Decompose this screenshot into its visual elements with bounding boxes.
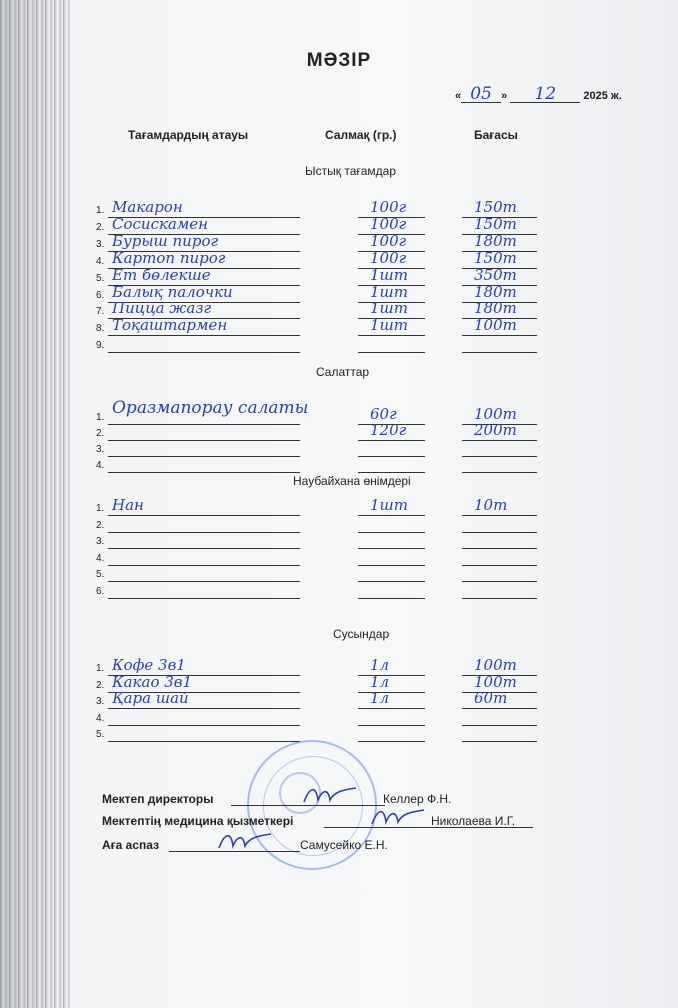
- blank-line-price: [462, 458, 537, 473]
- handwritten-name: Балық палочки: [112, 282, 233, 301]
- blank-line-name: [108, 711, 300, 726]
- handwritten-price: 100т: [474, 316, 517, 335]
- blank-line-weight: [358, 661, 425, 676]
- row-number: 4.: [96, 712, 105, 724]
- menu-row: [0, 549, 678, 565]
- row-number: 8.: [96, 323, 105, 335]
- row-number: 1.: [96, 205, 105, 216]
- handwritten-weight: 1шт: [370, 496, 408, 514]
- handwritten-price: 100т: [474, 405, 517, 423]
- row-number: 7.: [96, 306, 105, 318]
- blank-line-weight: [358, 678, 425, 693]
- blank-line-price: [462, 711, 537, 726]
- date-row: [455, 86, 622, 103]
- row-number: 2.: [96, 679, 105, 691]
- row-number: 2.: [96, 519, 105, 531]
- column-header-name: Тағамдардың атауы: [128, 128, 249, 142]
- row-number: 3.: [96, 444, 105, 455]
- blank-line-price: [462, 584, 537, 599]
- row-number: 1.: [96, 412, 105, 423]
- handwritten-price: 150т: [474, 214, 517, 233]
- handwritten-name: Какао 3в1: [112, 672, 193, 691]
- handwritten-weight: 60г: [370, 405, 397, 423]
- handwritten-name: Ет бөлекше: [112, 265, 211, 284]
- row-number: 5.: [96, 569, 105, 580]
- handwritten-price: 180т: [474, 282, 517, 301]
- blank-line-price: [462, 727, 537, 742]
- menu-row: [0, 231, 678, 251]
- row-number: 5.: [96, 729, 105, 740]
- handwritten-weight: 100г: [370, 198, 407, 216]
- handwritten-signature: [300, 782, 360, 808]
- menu-row: [0, 299, 678, 318]
- handwritten-weight: 100г: [370, 231, 407, 250]
- section-title: Ыстық тағамдар: [305, 164, 397, 178]
- section-title: Наубайхана өнімдері: [293, 474, 411, 488]
- row-number: 4.: [96, 255, 105, 267]
- handwritten-price: 150т: [474, 198, 517, 216]
- handwritten-name: Сосискамен: [112, 214, 209, 233]
- blank-line-weight: [358, 518, 425, 533]
- blank-line-weight: [358, 694, 425, 709]
- handwritten-weight: 1л: [370, 689, 390, 707]
- row-number: 6.: [96, 585, 105, 597]
- menu-row: [0, 316, 678, 335]
- signature-role: Аға аспаз: [102, 838, 160, 852]
- blank-line-name: [108, 518, 300, 533]
- handwritten-name: Пицца жазг: [112, 299, 212, 318]
- handwritten-weight: 1л: [370, 656, 390, 674]
- signature-name: Самусейко Е.Н.: [300, 838, 388, 852]
- menu-row: [0, 689, 678, 708]
- row-number: 2.: [96, 428, 105, 439]
- handwritten-price: 150т: [474, 248, 517, 267]
- menu-row: [0, 282, 678, 302]
- handwritten-weight: 1л: [370, 672, 390, 691]
- row-number: 1.: [96, 503, 105, 514]
- blank-line-name: [108, 584, 300, 599]
- handwritten-weight: 100г: [370, 248, 407, 267]
- handwritten-name: Тоқаштармен: [112, 316, 228, 335]
- row-number: 1.: [96, 663, 105, 674]
- handwritten-name: Картоп пирог: [112, 248, 226, 267]
- handwritten-signature: [215, 828, 275, 854]
- handwritten-name: Макарон: [112, 198, 183, 216]
- handwritten-price: 350т: [474, 265, 517, 284]
- row-number: 4.: [96, 552, 105, 564]
- menu-row: [0, 265, 678, 285]
- handwritten-price: 200т: [474, 421, 517, 439]
- handwritten-price: 100т: [474, 656, 517, 674]
- signature-role: Мектеп директоры: [102, 792, 214, 806]
- column-header-weight: Салмақ (гр.): [325, 128, 397, 142]
- signature-name: Келлер Ф.Н.: [383, 792, 452, 806]
- blank-line-weight: [358, 442, 425, 457]
- blank-line-weight: [358, 458, 425, 473]
- menu-row: [0, 456, 678, 472]
- row-number: 3.: [96, 536, 105, 547]
- menu-row: [0, 709, 678, 725]
- handwritten-weight: 1шт: [370, 316, 408, 335]
- handwritten-price: 100т: [474, 672, 517, 691]
- section-title: Сусындар: [333, 627, 390, 641]
- blank-line-weight: [358, 567, 425, 582]
- blank-line-price: [462, 518, 537, 533]
- menu-row: [0, 656, 678, 675]
- section-title: Салаттар: [316, 365, 370, 379]
- blank-line-name: [108, 534, 300, 549]
- column-header-price: Бағасы: [474, 128, 518, 142]
- menu-row: [0, 516, 678, 532]
- handwritten-name: Қара шай: [112, 689, 189, 707]
- blank-line-weight: [358, 534, 425, 549]
- menu-row: [0, 565, 678, 581]
- handwritten-price: 60т: [474, 689, 508, 707]
- handwritten-name: Бурыш пирог: [112, 231, 219, 250]
- date-quote-close: »: [501, 90, 508, 102]
- row-number: 6.: [96, 289, 105, 301]
- blank-line-weight: [358, 338, 425, 353]
- handwritten-price: 180т: [474, 299, 517, 318]
- menu-row: [0, 421, 678, 440]
- handwritten-weight: 1шт: [370, 282, 408, 301]
- blank-line-price: [462, 534, 537, 549]
- menu-row: [0, 496, 678, 515]
- signature-role: Мектептің медицина қызметкері: [102, 814, 294, 828]
- blank-line-name: [108, 458, 300, 473]
- handwritten-price: 180т: [474, 231, 517, 250]
- blank-line-weight: [358, 711, 425, 726]
- blank-line-name: [108, 338, 300, 353]
- blank-line-name: [108, 426, 300, 441]
- blank-line-name: [108, 567, 300, 582]
- menu-row: [0, 672, 678, 692]
- blank-line-price: [462, 567, 537, 582]
- menu-row: [0, 725, 678, 741]
- blank-line-price: [462, 442, 537, 457]
- date-quote-open: «: [455, 90, 462, 102]
- row-number: 5.: [96, 272, 105, 284]
- date-year: 2025 ж.: [583, 90, 622, 102]
- menu-row: [0, 214, 678, 234]
- blank-line-price: [462, 338, 537, 353]
- blank-line-weight: [358, 727, 425, 742]
- blank-line-weight: [358, 551, 425, 566]
- handwritten-name: Нан: [112, 496, 144, 514]
- handwritten-price: 10т: [474, 496, 508, 514]
- handwritten-name: Оразмапорау салаты: [112, 398, 309, 418]
- menu-row: [0, 398, 678, 424]
- blank-line-name: [108, 727, 300, 742]
- handwritten-weight: 1шт: [370, 265, 408, 284]
- signature-name: Николаева И.Г.: [431, 814, 516, 828]
- menu-row: [0, 440, 678, 456]
- blank-line-weight: [358, 584, 425, 599]
- blank-line-name: [108, 551, 300, 566]
- menu-row: [0, 532, 678, 548]
- menu-row: [0, 248, 678, 268]
- row-number: 4.: [96, 460, 105, 471]
- blank-line-price: [462, 551, 537, 566]
- page-title: МӘЗІР: [306, 50, 372, 71]
- blank-line-name: [108, 442, 300, 457]
- row-number: 9.: [96, 340, 105, 352]
- menu-row: [0, 336, 678, 352]
- handwritten-weight: 100г: [370, 214, 407, 233]
- row-number: 3.: [96, 696, 105, 707]
- handwritten-name: Кофе 3в1: [112, 656, 186, 674]
- handwritten-signature: [368, 804, 428, 830]
- date-day: 05: [461, 86, 501, 103]
- menu-row: [0, 198, 678, 217]
- row-number: 2.: [96, 221, 105, 233]
- date-month: 12: [510, 86, 580, 103]
- row-number: 3.: [96, 238, 105, 250]
- menu-row: [0, 582, 678, 598]
- handwritten-weight: 1шт: [370, 299, 408, 318]
- handwritten-weight: 120г: [370, 421, 407, 439]
